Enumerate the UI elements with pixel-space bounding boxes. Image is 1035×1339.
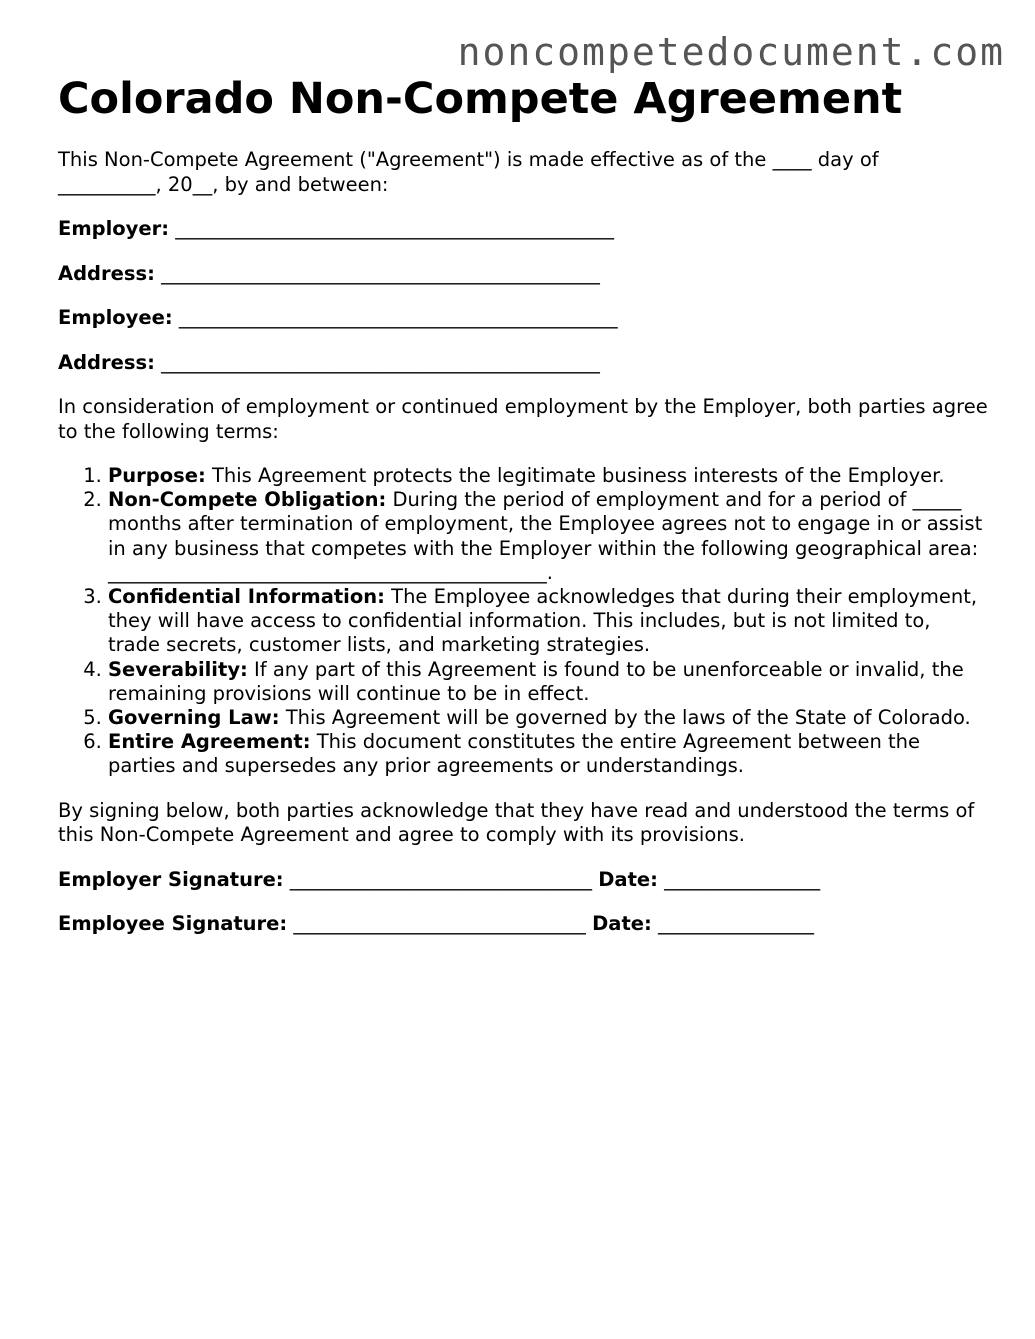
term-heading: Non-Compete Obligation: xyxy=(108,488,387,512)
employee-address-field xyxy=(58,351,988,376)
term-text: During the period of employment and for a period of _____ months after termination of employment, the Employee agrees not to engage in or assist in any business that competes with the Employer within the following geographical area: _____________________________________________. xyxy=(108,488,983,584)
date-blank: ________________ xyxy=(658,912,815,936)
term-heading: Entire Agreement: xyxy=(108,730,311,754)
intro-paragraph: This Non-Compete Agreement ("Agreement") is made effective as of the ____ day of __________, 20__, by and between: xyxy=(58,148,879,196)
term-heading: Governing Law: xyxy=(108,706,280,730)
signature-blank: ______________________________ xyxy=(293,912,586,936)
field-blank: _____________________________________________ xyxy=(161,261,600,285)
field-label: Address: xyxy=(58,261,155,285)
field-blank: _____________________________________________ xyxy=(178,306,618,329)
date-label: Date: xyxy=(598,867,658,891)
field-label: Employee: xyxy=(58,306,173,329)
document-page xyxy=(58,72,988,937)
term-severability xyxy=(108,658,988,706)
watermark: noncompetedocument.com xyxy=(457,30,1005,74)
closing-paragraph: By signing below, both parties acknowledge that they have read and understood the terms of this Non-Compete Agreement and agree to comply with its provisions. xyxy=(58,798,975,847)
term-governing-law xyxy=(108,706,988,730)
date-blank: ________________ xyxy=(664,867,821,891)
employer-signature-line xyxy=(58,868,988,893)
employee-signature-line xyxy=(58,912,988,937)
document-title: Colorado Non-Compete Agreement xyxy=(58,74,903,124)
employer-field xyxy=(58,217,988,242)
term-text: This Agreement protects the legitimate business interests of the Employer. xyxy=(211,464,945,487)
term-text: If any part of this Agreement is found to be unenforceable or invalid, the remaining provisions will continue to be in effect. xyxy=(108,657,964,705)
signature-label: Employer Signature: xyxy=(58,867,284,891)
term-heading: Confidential Information: xyxy=(108,585,385,609)
term-purpose xyxy=(108,464,988,488)
term-heading: Severability: xyxy=(108,657,248,681)
term-heading: Purpose: xyxy=(108,464,206,487)
consideration-paragraph: In consideration of employment or continued employment by the Employer, both parties agree to the following terms: xyxy=(58,395,988,443)
term-non-compete xyxy=(108,488,988,585)
field-label: Address: xyxy=(58,350,155,374)
employer-address-field xyxy=(58,262,988,287)
field-label: Employer: xyxy=(58,217,170,240)
term-confidential xyxy=(108,585,988,658)
term-entire-agreement xyxy=(108,730,988,778)
signature-label: Employee Signature: xyxy=(58,912,288,936)
terms-list xyxy=(58,464,988,779)
term-text: This document constitutes the entire Agreement between the parties and supersedes any prior agreements or understandings. xyxy=(108,730,921,778)
term-text: The Employee acknowledges that during their employment, they will have access to confidential information. This includes, but is not limited to, trade secrets, customer lists, and marketing strategies. xyxy=(108,585,978,657)
signature-blank: _______________________________ xyxy=(289,867,593,891)
term-text: This Agreement will be governed by the laws of the State of Colorado. xyxy=(285,706,971,730)
date-label: Date: xyxy=(592,912,652,936)
employee-field xyxy=(58,306,988,331)
field-blank: _____________________________________________ xyxy=(161,350,600,374)
field-blank: _____________________________________________ xyxy=(175,217,614,240)
